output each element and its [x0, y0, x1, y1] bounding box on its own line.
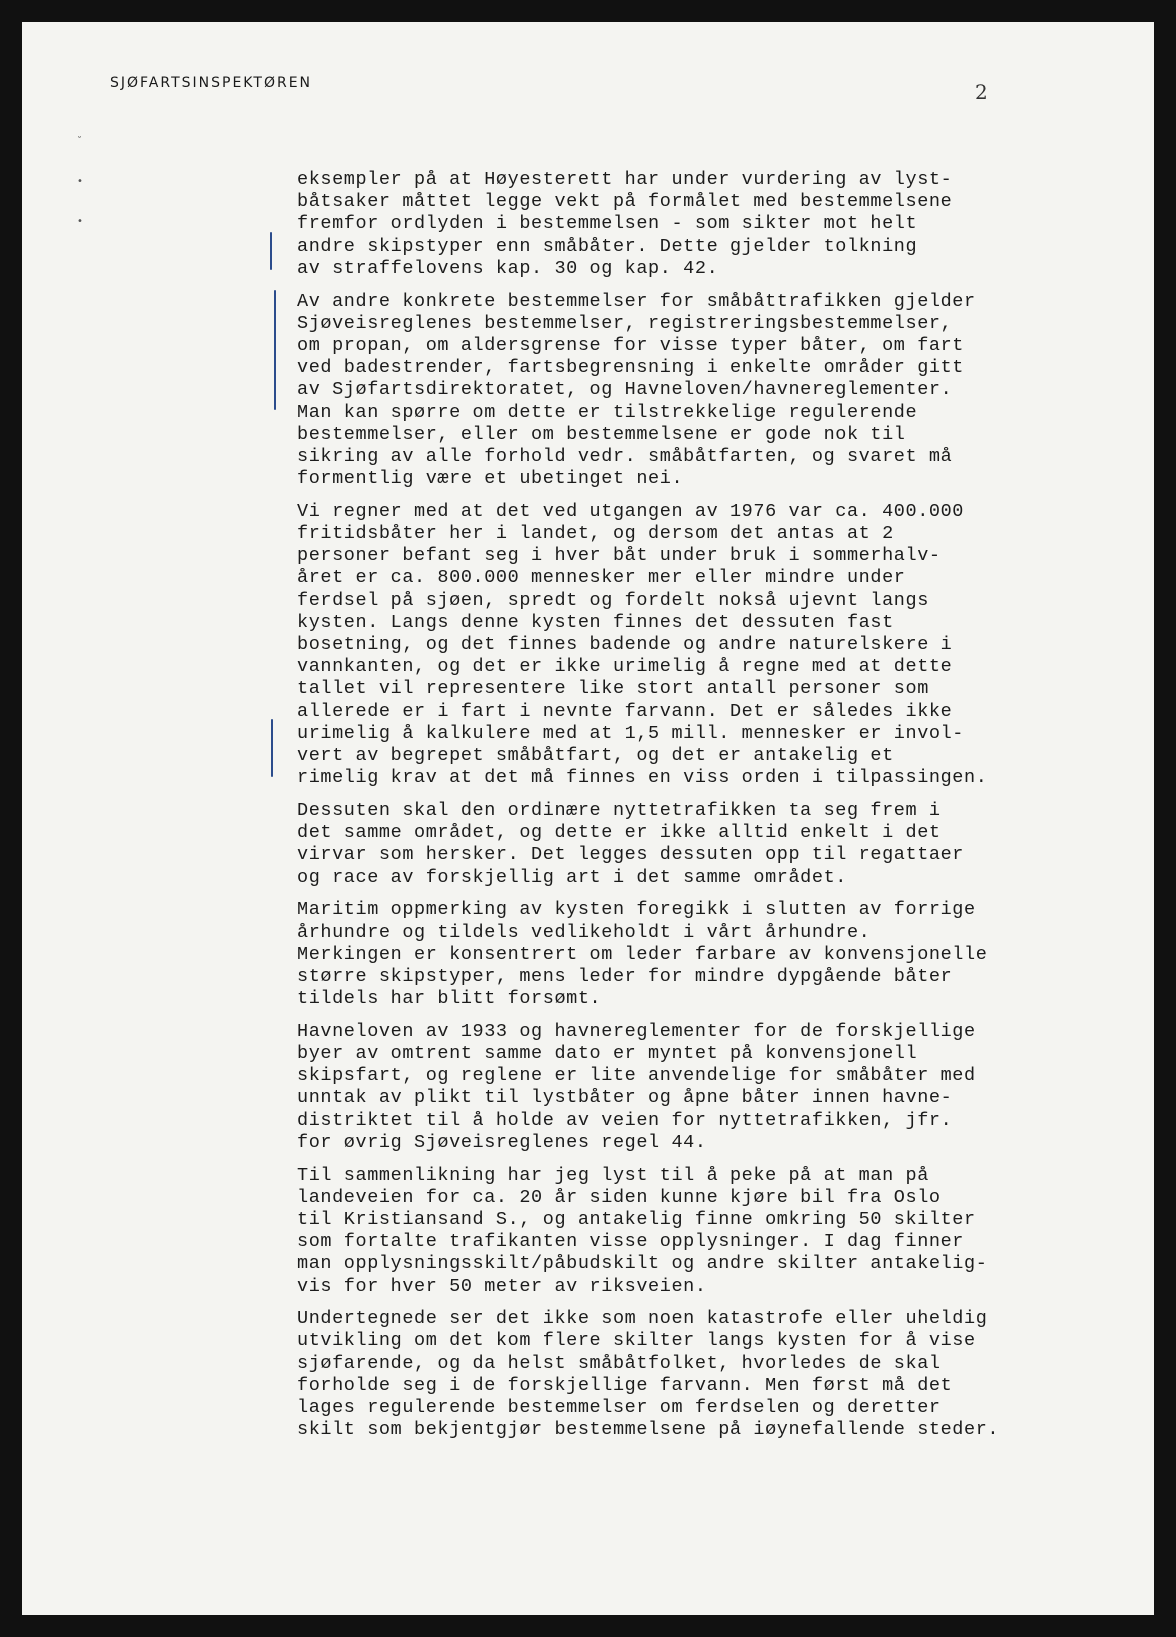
- text-line: andre skipstyper enn småbåter. Dette gjelder tolkning: [297, 235, 918, 257]
- text-line: ved badestrender, fartsbegrensning i enkelte områder gitt: [297, 357, 965, 379]
- margin-annotation-3: [271, 719, 273, 777]
- text-line: vannkanten, og det er ikke urimelig å regne med at dette: [297, 656, 953, 678]
- text-line: virvar som hersker. Det legges dessuten opp til regattaer: [297, 844, 965, 866]
- text-line: ferdsel på sjøen, spredt og fordelt nokså ujevnt langs: [297, 589, 929, 611]
- text-line: formentlig være et ubetinget nei.: [297, 468, 684, 490]
- text-line: Maritim oppmerking av kysten foregikk i slutten av forrige: [297, 899, 976, 921]
- text-line: vis for hver 50 meter av riksveien.: [297, 1275, 707, 1297]
- text-line: av straffelovens kap. 30 og kap. 42.: [297, 257, 719, 279]
- text-line: lages regulerende bestemmelser om ferdselen og deretter: [297, 1397, 941, 1419]
- margin-dot-2: •: [77, 176, 83, 187]
- text-line: eksempler på at Høyesterett har under vurdering av lyst-: [297, 169, 953, 190]
- text-line: allerede er i fart i nevnte farvann. Det er således ikke: [297, 700, 953, 722]
- text-line: og race av forskjellig art i det samme området.: [297, 866, 847, 888]
- text-line: Av andre konkrete bestemmelser for småbåttrafikken gjelder: [297, 290, 976, 312]
- text-line: tildels har blitt forsømt.: [297, 988, 602, 1010]
- text-line: unntak av plikt til lystbåter og åpne båter innen havne-: [297, 1087, 953, 1109]
- text-line: rimelig krav at det må finnes en viss orden i tilpassingen.: [297, 767, 988, 789]
- text-line: til Kristiansand S., og antakelig finne omkring 50 skilter: [297, 1208, 976, 1230]
- document-page: [22, 22, 1154, 1615]
- text-line: fritidsbåter her i landet, og dersom det antas at 2: [297, 523, 894, 545]
- text-line: bestemmelser, eller om bestemmelsene er gode nok til: [297, 423, 906, 445]
- text-line: fremfor ordlyden i bestemmelsen - som sikter mot helt: [297, 213, 918, 235]
- text-line: tallet vil representere like stort antall personer som: [297, 678, 929, 700]
- text-line: sjøfarende, og da helst småbåtfolket, hvorledes de skal: [297, 1352, 941, 1374]
- text-line: urimelig å kalkulere med at 1,5 mill. mennesker er invol-: [297, 722, 965, 744]
- text-line: vert av begrepet småbåtfart, og det er antakelig et: [297, 745, 894, 767]
- text-line: århundre og tildels vedlikeholdt i vårt århundre.: [297, 921, 871, 943]
- punch-hole-marks: [77, 122, 83, 242]
- text-line: bosetning, og det finnes badende og andre naturelskere i: [297, 634, 953, 656]
- text-line: sikring av alle forhold vedr. småbåtfarten, og svaret må: [297, 445, 953, 467]
- margin-annotation-2: [274, 290, 276, 410]
- paragraph: [297, 169, 1117, 280]
- text-line: om propan, om aldersgrense for visse typer båter, om fart: [297, 334, 965, 356]
- margin-dot-1: ˘: [77, 136, 82, 147]
- text-line: Havneloven av 1933 og havnereglementer for de forskjellige: [297, 1020, 976, 1042]
- text-line: som fortalte trafikanten visse opplysninger. I dag finner: [297, 1231, 965, 1253]
- paragraph: [297, 800, 1117, 889]
- text-line: det samme området, og dette er ikke alltid enkelt i det: [297, 822, 941, 844]
- text-line: båtsaker måttet legge vekt på formålet med bestemmelsene: [297, 191, 953, 213]
- text-line: Til sammenlikning har jeg lyst til å peke på at man på: [297, 1164, 929, 1186]
- text-line: distriktet til å holde av veien for nyttetrafikken, jfr.: [297, 1109, 953, 1131]
- paragraph: [297, 291, 1117, 491]
- paragraph: [297, 1021, 1117, 1154]
- text-line: landeveien for ca. 20 år siden kunne kjøre bil fra Oslo: [297, 1186, 941, 1208]
- text-line: Vi regner med at det ved utgangen av 1976 var ca. 400.000: [297, 500, 965, 522]
- text-line: skipsfart, og reglene er lite anvendelige for småbåter med: [297, 1065, 976, 1087]
- paragraph: [297, 1165, 1117, 1298]
- text-line: året er ca. 800.000 mennesker mer eller mindre under: [297, 567, 906, 589]
- text-line: skilt som bekjentgjør bestemmelsene på iøynefallende steder.: [297, 1419, 1000, 1441]
- text-line: byer av omtrent samme dato er myntet på konvensjonell: [297, 1043, 918, 1065]
- text-line: personer befant seg i hver båt under bruk i sommerhalv-: [297, 545, 941, 567]
- text-line: man opplysningsskilt/påbudskilt og andre skilter antakelig-: [297, 1253, 988, 1275]
- margin-annotation-1: [270, 232, 272, 270]
- text-line: kysten. Langs denne kysten finnes det dessuten fast: [297, 611, 894, 633]
- text-line: av Sjøfartsdirektoratet, og Havneloven/havnereglementer.: [297, 379, 953, 401]
- text-line: for øvrig Sjøveisreglenes regel 44.: [297, 1131, 707, 1153]
- text-line: større skipstyper, mens leder for mindre dypgående båter: [297, 965, 953, 987]
- text-line: forholde seg i de forskjellige farvann. Men først må det: [297, 1374, 953, 1396]
- text-line: Merkingen er konsentrert om leder farbare av konvensjonelle: [297, 943, 988, 965]
- text-line: Dessuten skal den ordinære nyttetrafikken ta seg frem i: [297, 799, 941, 821]
- paragraph: [297, 501, 1117, 790]
- page-number: 2: [975, 80, 988, 104]
- paragraph: [297, 1308, 1117, 1441]
- text-line: utvikling om det kom flere skilter langs kysten for å vise: [297, 1330, 976, 1352]
- paragraph: [297, 899, 1117, 1010]
- text-line: Undertegnede ser det ikke som noen katastrofe eller uheldig: [297, 1308, 988, 1330]
- letter-body: [297, 169, 1117, 1452]
- text-line: Sjøveisreglenes bestemmelser, registreringsbestemmelser,: [297, 312, 953, 334]
- text-line: Man kan spørre om dette er tilstrekkelige regulerende: [297, 401, 918, 423]
- margin-dot-3: •: [77, 216, 83, 227]
- letterhead: SJØFARTSINSPEKTØREN: [110, 75, 313, 91]
